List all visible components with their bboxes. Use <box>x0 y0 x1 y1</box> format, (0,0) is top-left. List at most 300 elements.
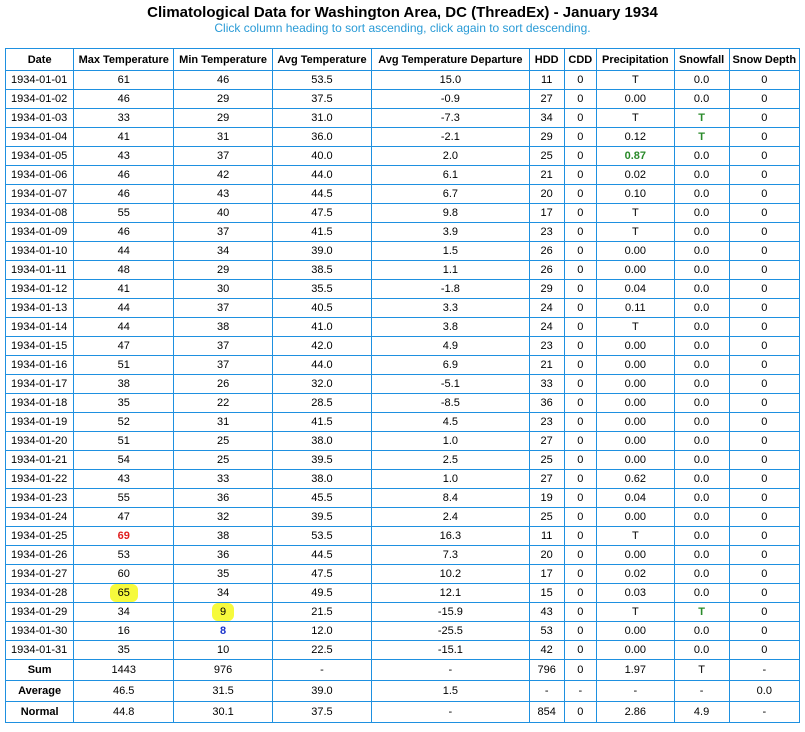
cell-hdd <box>529 71 564 90</box>
cell-snowfall <box>674 508 729 527</box>
cell-snow-depth <box>729 299 799 318</box>
table-row <box>6 71 800 90</box>
cell-snowfall <box>674 71 729 90</box>
cell-value: 1934-01-01 <box>11 74 68 86</box>
cell-value: 35 <box>117 644 130 656</box>
cell-snow-depth <box>729 204 799 223</box>
cell-value: 0.0 <box>693 283 710 295</box>
cell-value: 0.00 <box>624 644 647 656</box>
cell-avg-temp <box>273 432 372 451</box>
cell-value: 0 <box>761 131 768 143</box>
cell-snow-depth <box>729 508 799 527</box>
cell-date <box>6 223 74 242</box>
cell-avg-temp <box>273 223 372 242</box>
cell-max-temp <box>74 470 174 489</box>
cell-value: 1934-01-22 <box>11 473 68 485</box>
summary-hdd: 796 <box>529 660 564 681</box>
cell-precipitation <box>597 185 674 204</box>
cell-value: -7.3 <box>440 112 460 124</box>
col-header-avg-temp[interactable]: Avg Temperature <box>273 49 372 71</box>
cell-value: 32.0 <box>311 378 333 390</box>
cell-value: 37 <box>216 302 230 314</box>
cell-value: 0 <box>577 435 584 447</box>
cell-snowfall <box>674 90 729 109</box>
cell-value: 0.0 <box>693 397 710 409</box>
table-row <box>6 470 800 489</box>
cell-hdd <box>529 185 564 204</box>
cell-min-temp <box>174 261 273 280</box>
cell-value: -15.9 <box>437 606 463 618</box>
cell-value: 0.00 <box>624 245 647 257</box>
cell-hdd <box>529 318 564 337</box>
cell-avg-departure <box>371 622 529 641</box>
cell-min-temp <box>174 204 273 223</box>
col-header-date[interactable]: Date <box>6 49 74 71</box>
cell-value: 0 <box>761 226 768 238</box>
cell-snow-depth <box>729 470 799 489</box>
cell-avg-departure <box>371 375 529 394</box>
cell-avg-departure <box>371 90 529 109</box>
cell-value: 40.0 <box>311 150 333 162</box>
cell-value: 31 <box>216 131 230 143</box>
cell-date <box>6 489 74 508</box>
cell-min-temp <box>174 299 273 318</box>
summary-snowfall: T <box>674 660 729 681</box>
cell-date <box>6 109 74 128</box>
cell-value: 1934-01-20 <box>11 435 68 447</box>
cell-value: 1934-01-03 <box>11 112 68 124</box>
cell-value: 19 <box>540 492 553 504</box>
cell-value: 0.00 <box>624 416 647 428</box>
summary-min-temp: 31.5 <box>174 681 273 702</box>
cell-cdd <box>564 71 597 90</box>
cell-cdd <box>564 223 597 242</box>
cell-snowfall <box>674 641 729 660</box>
cell-value: 42 <box>216 169 230 181</box>
cell-value: 6.9 <box>442 359 459 371</box>
cell-value: 43 <box>216 188 230 200</box>
cell-precipitation <box>597 470 674 489</box>
cell-snow-depth <box>729 147 799 166</box>
cell-value: 41.5 <box>311 416 333 428</box>
cell-cdd <box>564 508 597 527</box>
cell-value: 25 <box>540 454 553 466</box>
cell-value: 0 <box>577 302 584 314</box>
cell-value: T <box>631 606 639 618</box>
cell-avg-departure <box>371 242 529 261</box>
cell-cdd <box>564 584 597 603</box>
cell-hdd <box>529 641 564 660</box>
cell-hdd <box>529 166 564 185</box>
cell-hdd <box>529 90 564 109</box>
summary-snow-depth: - <box>729 702 799 723</box>
summary-snowfall: - <box>674 681 729 702</box>
cell-min-temp <box>174 166 273 185</box>
cell-hdd <box>529 204 564 223</box>
cell-value: 29 <box>540 283 553 295</box>
summary-label: Average <box>6 681 74 702</box>
cell-cdd <box>564 147 597 166</box>
cell-snowfall <box>674 166 729 185</box>
cell-max-temp <box>74 223 174 242</box>
cell-hdd <box>529 584 564 603</box>
cell-avg-temp <box>273 147 372 166</box>
table-row <box>6 508 800 527</box>
cell-cdd <box>564 280 597 299</box>
col-header-avg-departure[interactable]: Avg Temperature Departure <box>371 49 529 71</box>
table-body <box>6 71 800 660</box>
cell-min-temp <box>174 565 273 584</box>
cell-snowfall <box>674 356 729 375</box>
col-header-hdd[interactable]: HDD <box>529 49 564 71</box>
cell-min-temp <box>174 90 273 109</box>
cell-value: 29 <box>540 131 553 143</box>
cell-avg-departure <box>371 508 529 527</box>
cell-value: 0.0 <box>693 321 710 333</box>
cell-value: 37 <box>216 150 230 162</box>
cell-value: 0.10 <box>624 188 647 200</box>
cell-value: 1934-01-25 <box>11 530 68 542</box>
cell-value: 0.0 <box>693 473 710 485</box>
table-row <box>6 356 800 375</box>
cell-value: 0.02 <box>624 568 647 580</box>
cell-value: 46 <box>117 188 130 200</box>
cell-value: 1934-01-31 <box>11 644 68 656</box>
cell-date <box>6 185 74 204</box>
cell-cdd <box>564 546 597 565</box>
cell-value: -1.8 <box>440 283 460 295</box>
col-header-max-temp[interactable]: Max Temperature <box>74 49 174 71</box>
cell-value: 36 <box>540 397 553 409</box>
cell-value: 55 <box>117 207 130 219</box>
cell-precipitation <box>597 432 674 451</box>
cell-value: 1934-01-02 <box>11 93 68 105</box>
cell-value: 47 <box>117 340 130 352</box>
cell-value: 0.0 <box>693 359 710 371</box>
cell-value: 0.0 <box>693 511 710 523</box>
cell-value: 26 <box>216 378 230 390</box>
cell-value: 51 <box>117 359 130 371</box>
cell-value: 8 <box>220 625 227 637</box>
cell-value: 31.0 <box>311 112 333 124</box>
cell-avg-departure <box>371 261 529 280</box>
cell-value: 0 <box>761 359 768 371</box>
cell-cdd <box>564 356 597 375</box>
cell-value: 39.0 <box>311 245 333 257</box>
cell-min-temp <box>174 394 273 413</box>
cell-hdd <box>529 261 564 280</box>
cell-max-temp <box>74 451 174 470</box>
summary-label: Sum <box>6 660 74 681</box>
summary-max-temp: 1443 <box>74 660 174 681</box>
cell-value: 51 <box>117 435 130 447</box>
cell-hdd <box>529 128 564 147</box>
cell-avg-departure <box>371 470 529 489</box>
cell-value: 0.0 <box>693 264 710 276</box>
cell-value: 21 <box>540 359 553 371</box>
cell-snow-depth <box>729 413 799 432</box>
cell-value: 0.0 <box>693 625 710 637</box>
cell-value: 6.1 <box>442 169 459 181</box>
cell-avg-temp <box>273 489 372 508</box>
cell-date <box>6 375 74 394</box>
cell-date <box>6 90 74 109</box>
cell-max-temp <box>74 109 174 128</box>
summary-row-average <box>6 681 800 702</box>
cell-value: 10.2 <box>439 568 462 580</box>
cell-value: 26 <box>540 264 553 276</box>
cell-value: 16 <box>117 625 130 637</box>
cell-value: 22 <box>216 397 230 409</box>
cell-avg-temp <box>273 71 372 90</box>
cell-avg-temp <box>273 641 372 660</box>
cell-value: 0.0 <box>693 207 710 219</box>
cell-avg-temp <box>273 565 372 584</box>
cell-snow-depth <box>729 223 799 242</box>
cell-avg-temp <box>273 508 372 527</box>
table-row <box>6 299 800 318</box>
cell-value: 0.0 <box>693 644 710 656</box>
cell-hdd <box>529 109 564 128</box>
cell-avg-temp <box>273 622 372 641</box>
cell-value: 0 <box>761 245 768 257</box>
cell-max-temp <box>74 641 174 660</box>
cell-value: 38 <box>117 378 130 390</box>
cell-min-temp <box>174 508 273 527</box>
cell-precipitation <box>597 489 674 508</box>
cell-value: 53.5 <box>311 74 333 86</box>
cell-max-temp <box>74 508 174 527</box>
cell-snowfall <box>674 527 729 546</box>
table-row <box>6 451 800 470</box>
table-row <box>6 375 800 394</box>
cell-value: 0.87 <box>624 150 647 162</box>
cell-value: 1934-01-24 <box>11 511 68 523</box>
cell-value: 17 <box>540 207 553 219</box>
cell-snowfall <box>674 603 729 622</box>
cell-value: 1934-01-12 <box>11 283 68 295</box>
cell-value: 21.5 <box>311 606 333 618</box>
cell-value: 0 <box>761 378 768 390</box>
cell-date <box>6 413 74 432</box>
cell-precipitation <box>597 71 674 90</box>
cell-avg-departure <box>371 394 529 413</box>
cell-value: 0 <box>761 112 768 124</box>
cell-value: 0.0 <box>693 188 710 200</box>
cell-value: T <box>631 74 639 86</box>
cell-min-temp <box>174 432 273 451</box>
cell-value: 0.00 <box>624 359 647 371</box>
cell-min-temp <box>174 641 273 660</box>
cell-value: 1934-01-29 <box>11 606 68 618</box>
cell-hdd <box>529 147 564 166</box>
cell-snowfall <box>674 299 729 318</box>
cell-value: 38.0 <box>311 435 333 447</box>
cell-hdd <box>529 508 564 527</box>
cell-value: 0.0 <box>693 169 710 181</box>
cell-hdd <box>529 451 564 470</box>
cell-min-temp <box>174 71 273 90</box>
cell-cdd <box>564 470 597 489</box>
col-header-min-temp[interactable]: Min Temperature <box>174 49 273 71</box>
cell-precipitation <box>597 337 674 356</box>
summary-rows <box>6 660 800 723</box>
cell-snowfall <box>674 413 729 432</box>
cell-cdd <box>564 451 597 470</box>
cell-value: 1.0 <box>442 435 459 447</box>
col-header-snow-depth[interactable]: Snow Depth <box>729 49 799 71</box>
cell-hdd <box>529 337 564 356</box>
cell-max-temp <box>74 584 174 603</box>
cell-avg-temp <box>273 413 372 432</box>
cell-date <box>6 71 74 90</box>
cell-precipitation <box>597 546 674 565</box>
cell-date <box>6 166 74 185</box>
cell-value: 38.5 <box>311 264 333 276</box>
cell-hdd <box>529 565 564 584</box>
cell-value: 0 <box>761 606 768 618</box>
cell-value: 0.00 <box>624 454 647 466</box>
cell-snow-depth <box>729 584 799 603</box>
cell-max-temp <box>74 204 174 223</box>
cell-min-temp <box>174 318 273 337</box>
cell-date <box>6 641 74 660</box>
cell-avg-departure <box>371 413 529 432</box>
cell-precipitation <box>597 261 674 280</box>
cell-value: 43 <box>117 150 130 162</box>
cell-snow-depth <box>729 489 799 508</box>
cell-avg-temp <box>273 185 372 204</box>
cell-snow-depth <box>729 242 799 261</box>
cell-date <box>6 432 74 451</box>
cell-value: 43 <box>540 606 553 618</box>
cell-value: 36 <box>216 549 230 561</box>
cell-value: 49.5 <box>311 587 333 599</box>
cell-value: 0 <box>761 587 768 599</box>
cell-snowfall <box>674 375 729 394</box>
cell-precipitation <box>597 451 674 470</box>
cell-avg-temp <box>273 546 372 565</box>
cell-value: 0 <box>761 169 768 181</box>
cell-min-temp <box>174 489 273 508</box>
cell-value: 0.0 <box>693 549 710 561</box>
cell-value: 32 <box>216 511 230 523</box>
cell-max-temp <box>74 185 174 204</box>
cell-value: 1934-01-13 <box>11 302 68 314</box>
cell-value: 0 <box>577 606 584 618</box>
cell-value: 25 <box>216 454 230 466</box>
cell-avg-temp <box>273 337 372 356</box>
cell-snowfall <box>674 470 729 489</box>
cell-value: 0 <box>577 169 584 181</box>
cell-value: 53 <box>540 625 553 637</box>
cell-value: 1934-01-04 <box>11 131 68 143</box>
cell-max-temp <box>74 356 174 375</box>
cell-value: 44.5 <box>311 549 333 561</box>
cell-cdd <box>564 622 597 641</box>
cell-value: 33 <box>117 112 130 124</box>
cell-value: 0 <box>761 150 768 162</box>
cell-value: 0.0 <box>693 587 710 599</box>
col-header-cdd[interactable]: CDD <box>564 49 597 71</box>
table-row <box>6 394 800 413</box>
cell-value: 39.5 <box>311 511 333 523</box>
cell-max-temp <box>74 280 174 299</box>
cell-snow-depth <box>729 432 799 451</box>
cell-snow-depth <box>729 394 799 413</box>
col-header-snowfall[interactable]: Snowfall <box>674 49 729 71</box>
cell-value: 22.5 <box>311 644 333 656</box>
cell-min-temp <box>174 451 273 470</box>
cell-snow-depth <box>729 166 799 185</box>
cell-value: 1934-01-05 <box>11 150 68 162</box>
cell-value: 1.0 <box>442 473 459 485</box>
cell-value: 0 <box>761 435 768 447</box>
cell-value: 0.0 <box>693 302 710 314</box>
cell-value: 0.00 <box>624 549 647 561</box>
sort-hint: Click column heading to sort ascending, click again to sort descending. <box>214 21 591 35</box>
cell-snow-depth <box>729 527 799 546</box>
cell-precipitation <box>597 90 674 109</box>
cell-value: 21 <box>540 169 553 181</box>
cell-value: 12.0 <box>311 625 333 637</box>
cell-cdd <box>564 109 597 128</box>
cell-snowfall <box>674 565 729 584</box>
cell-precipitation <box>597 641 674 660</box>
cell-value: 33 <box>540 378 553 390</box>
cell-hdd <box>529 394 564 413</box>
cell-avg-departure <box>371 185 529 204</box>
cell-precipitation <box>597 508 674 527</box>
cell-value: 4.5 <box>442 416 459 428</box>
cell-value: -2.1 <box>440 131 460 143</box>
cell-value: 0.02 <box>624 169 647 181</box>
cell-snow-depth <box>729 622 799 641</box>
cell-value: 0.0 <box>693 435 710 447</box>
cell-max-temp <box>74 375 174 394</box>
cell-value: 41.0 <box>311 321 333 333</box>
cell-date <box>6 394 74 413</box>
cell-value: 0 <box>577 283 584 295</box>
cell-value: 43 <box>117 473 130 485</box>
cell-value: 34 <box>540 112 553 124</box>
cell-value: 38.0 <box>311 473 333 485</box>
cell-value: 0 <box>577 245 584 257</box>
cell-snowfall <box>674 584 729 603</box>
cell-max-temp <box>74 546 174 565</box>
cell-value: 1934-01-28 <box>11 587 68 599</box>
cell-value: 9.8 <box>442 207 459 219</box>
highlighted-cell-value: 65 <box>110 584 138 602</box>
cell-avg-departure <box>371 356 529 375</box>
summary-avg-temp: 39.0 <box>273 681 372 702</box>
cell-value: 4.9 <box>442 340 459 352</box>
table-row <box>6 546 800 565</box>
cell-value: 2.0 <box>442 150 459 162</box>
cell-precipitation <box>597 527 674 546</box>
cell-avg-temp <box>273 299 372 318</box>
cell-value: 15.0 <box>439 74 462 86</box>
cell-value: 0.0 <box>693 454 710 466</box>
table-row <box>6 432 800 451</box>
cell-value: 0.00 <box>624 511 647 523</box>
cell-precipitation <box>597 223 674 242</box>
col-header-precipitation[interactable]: Precipitation <box>597 49 674 71</box>
cell-value: 1934-01-21 <box>11 454 68 466</box>
cell-snowfall <box>674 204 729 223</box>
cell-avg-temp <box>273 527 372 546</box>
cell-value: 3.9 <box>442 226 459 238</box>
